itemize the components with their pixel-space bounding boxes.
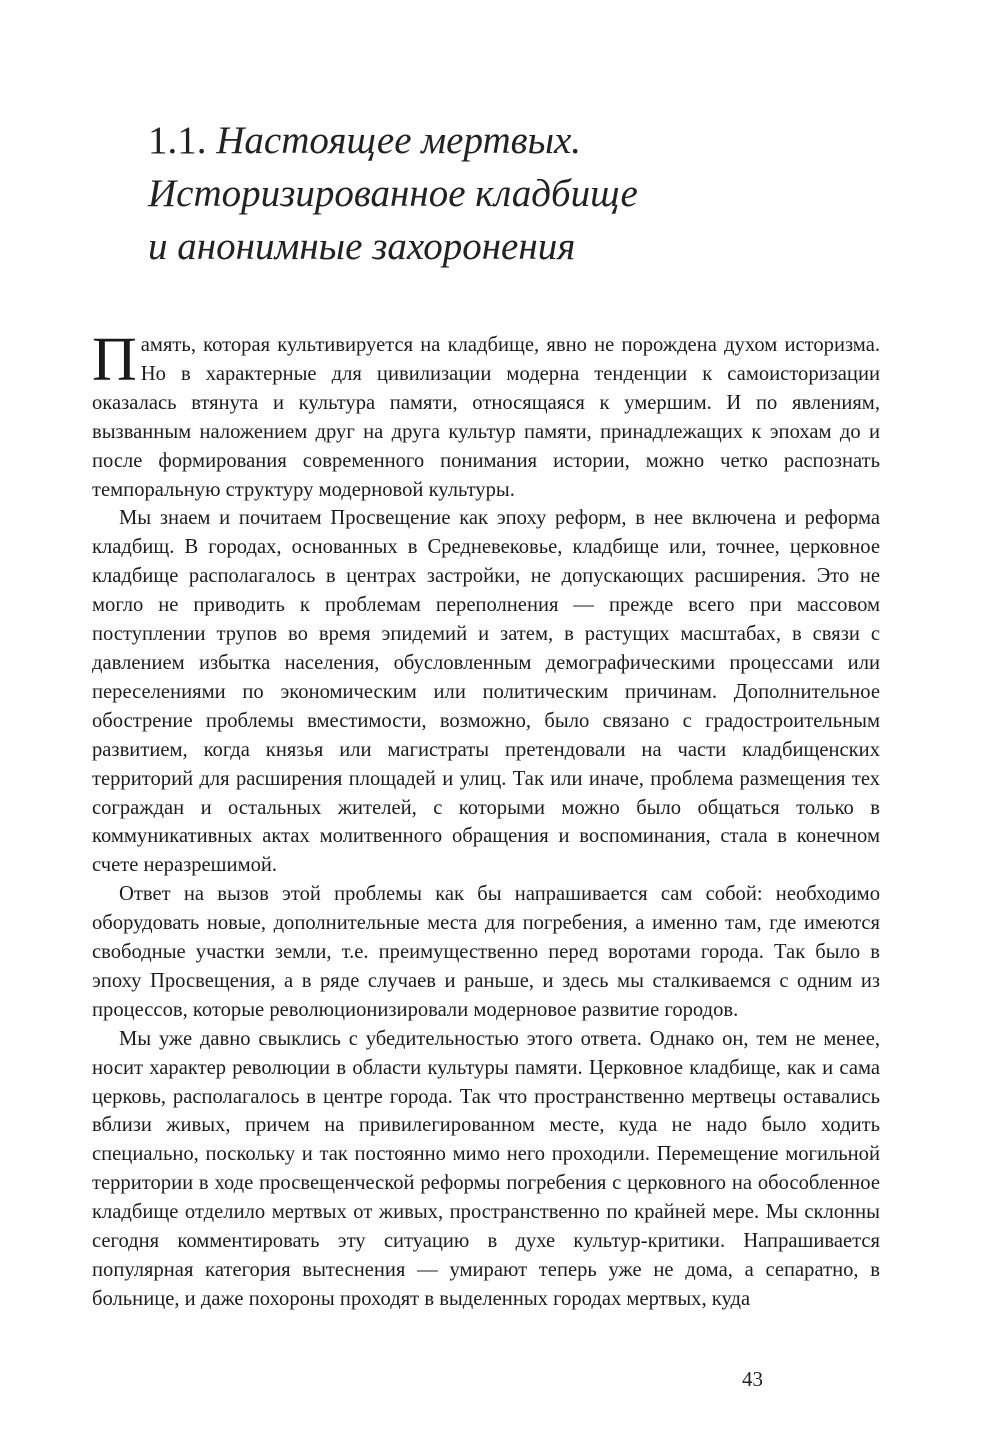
paragraph-4: Мы уже давно свыклись с убедительностью этого ответа. Однако он, тем не менее, носит характер революции в области культуры памяти. Церковное кладбище, как и сама церковь, располагалось в центре города. Так что пространственно мертвецы оставались вблизи живых, причем на привилегированном месте, куда не надо было ходить специально, поскольку и так постоянно мимо него проходили. Перемещение могильной территории в ходе просвещенческой реформы погребения с церковного на обособленное кладбище отделило мертвых от живых, пространственно по крайней мере. Мы склонны сегодня комментировать эту ситуацию в духе культур-критики. Напрашивается популярная категория вытеснения — умирают теперь уже не дома, а сепаратно, в больнице, и даже похороны проходят в выделенных городах мертвых, куда — [92, 1027, 880, 1310]
heading-title-part-1: Настоящее мертвых. — [216, 119, 582, 162]
body-text — [92, 326, 880, 1314]
paragraph-3: Ответ на вызов этой проблемы как бы напрашивается сам собой: необходимо оборудовать новые, дополнительные места для погребения, а именно там, где имеются свободные участки земли, т.е. преимущественно перед воротами города. Так было в эпоху Просвещения, а в ряде случаев и раньше, и здесь мы сталкиваемся с одним из процессов, которые революционизировали модерновое развитие городов. — [92, 883, 880, 1021]
heading-line-1 — [148, 114, 788, 167]
drop-cap: П — [92, 326, 137, 394]
heading-line-3: и анонимные захоронения — [148, 225, 576, 268]
chapter-heading — [148, 114, 788, 273]
page-number: 43 — [742, 1367, 763, 1391]
paragraph-1 — [92, 326, 880, 504]
heading-line-2: Историзированное кладбище — [148, 172, 638, 215]
section-number: 1.1. — [148, 119, 207, 162]
paragraph-2: Мы знаем и почитаем Просвещение как эпоху реформ, в нее включена и реформа кладбищ. В городах, основанных в Средневековье, кладбище или, точнее, церковное кладбище располагалось в центрах застройки, не допускающих расширения. Это не могло не приводить к проблемам переполнения — прежде всего при массовом поступлении трупов во время эпидемий и затем, в растущих масштабах, в связи с давлением избытка населения, обусловленным демографическими процессами или переселениями по экономическим или политическим причинам. Дополнительное обострение проблемы вместимости, возможно, было связано с градостроительным развитием, когда князья или магистраты претендовали на части кладбищенских территорий для расширения площадей и улиц. Так или иначе, проблема размещения тех сограждан и остальных жителей, с которыми можно было общаться только в коммуникативных актах молитвенного обращения и воспоминания, стала в конечном счете неразрешимой. — [92, 507, 880, 877]
paragraph-1-text: амять, которая культивируется на кладбище, явно не порождена духом историзма. Но в характерные для цивилизации модерна тенденции к самоисторизации оказалась втянута и культура памяти, относящаяся к умершим. И по явлениям, вызванным наложением друг на друга культур памяти, принадлежащих к эпохам до и после формирования современного понимания истории, можно четко распознать темпоральную структуру модерновой культуры. — [92, 334, 880, 501]
